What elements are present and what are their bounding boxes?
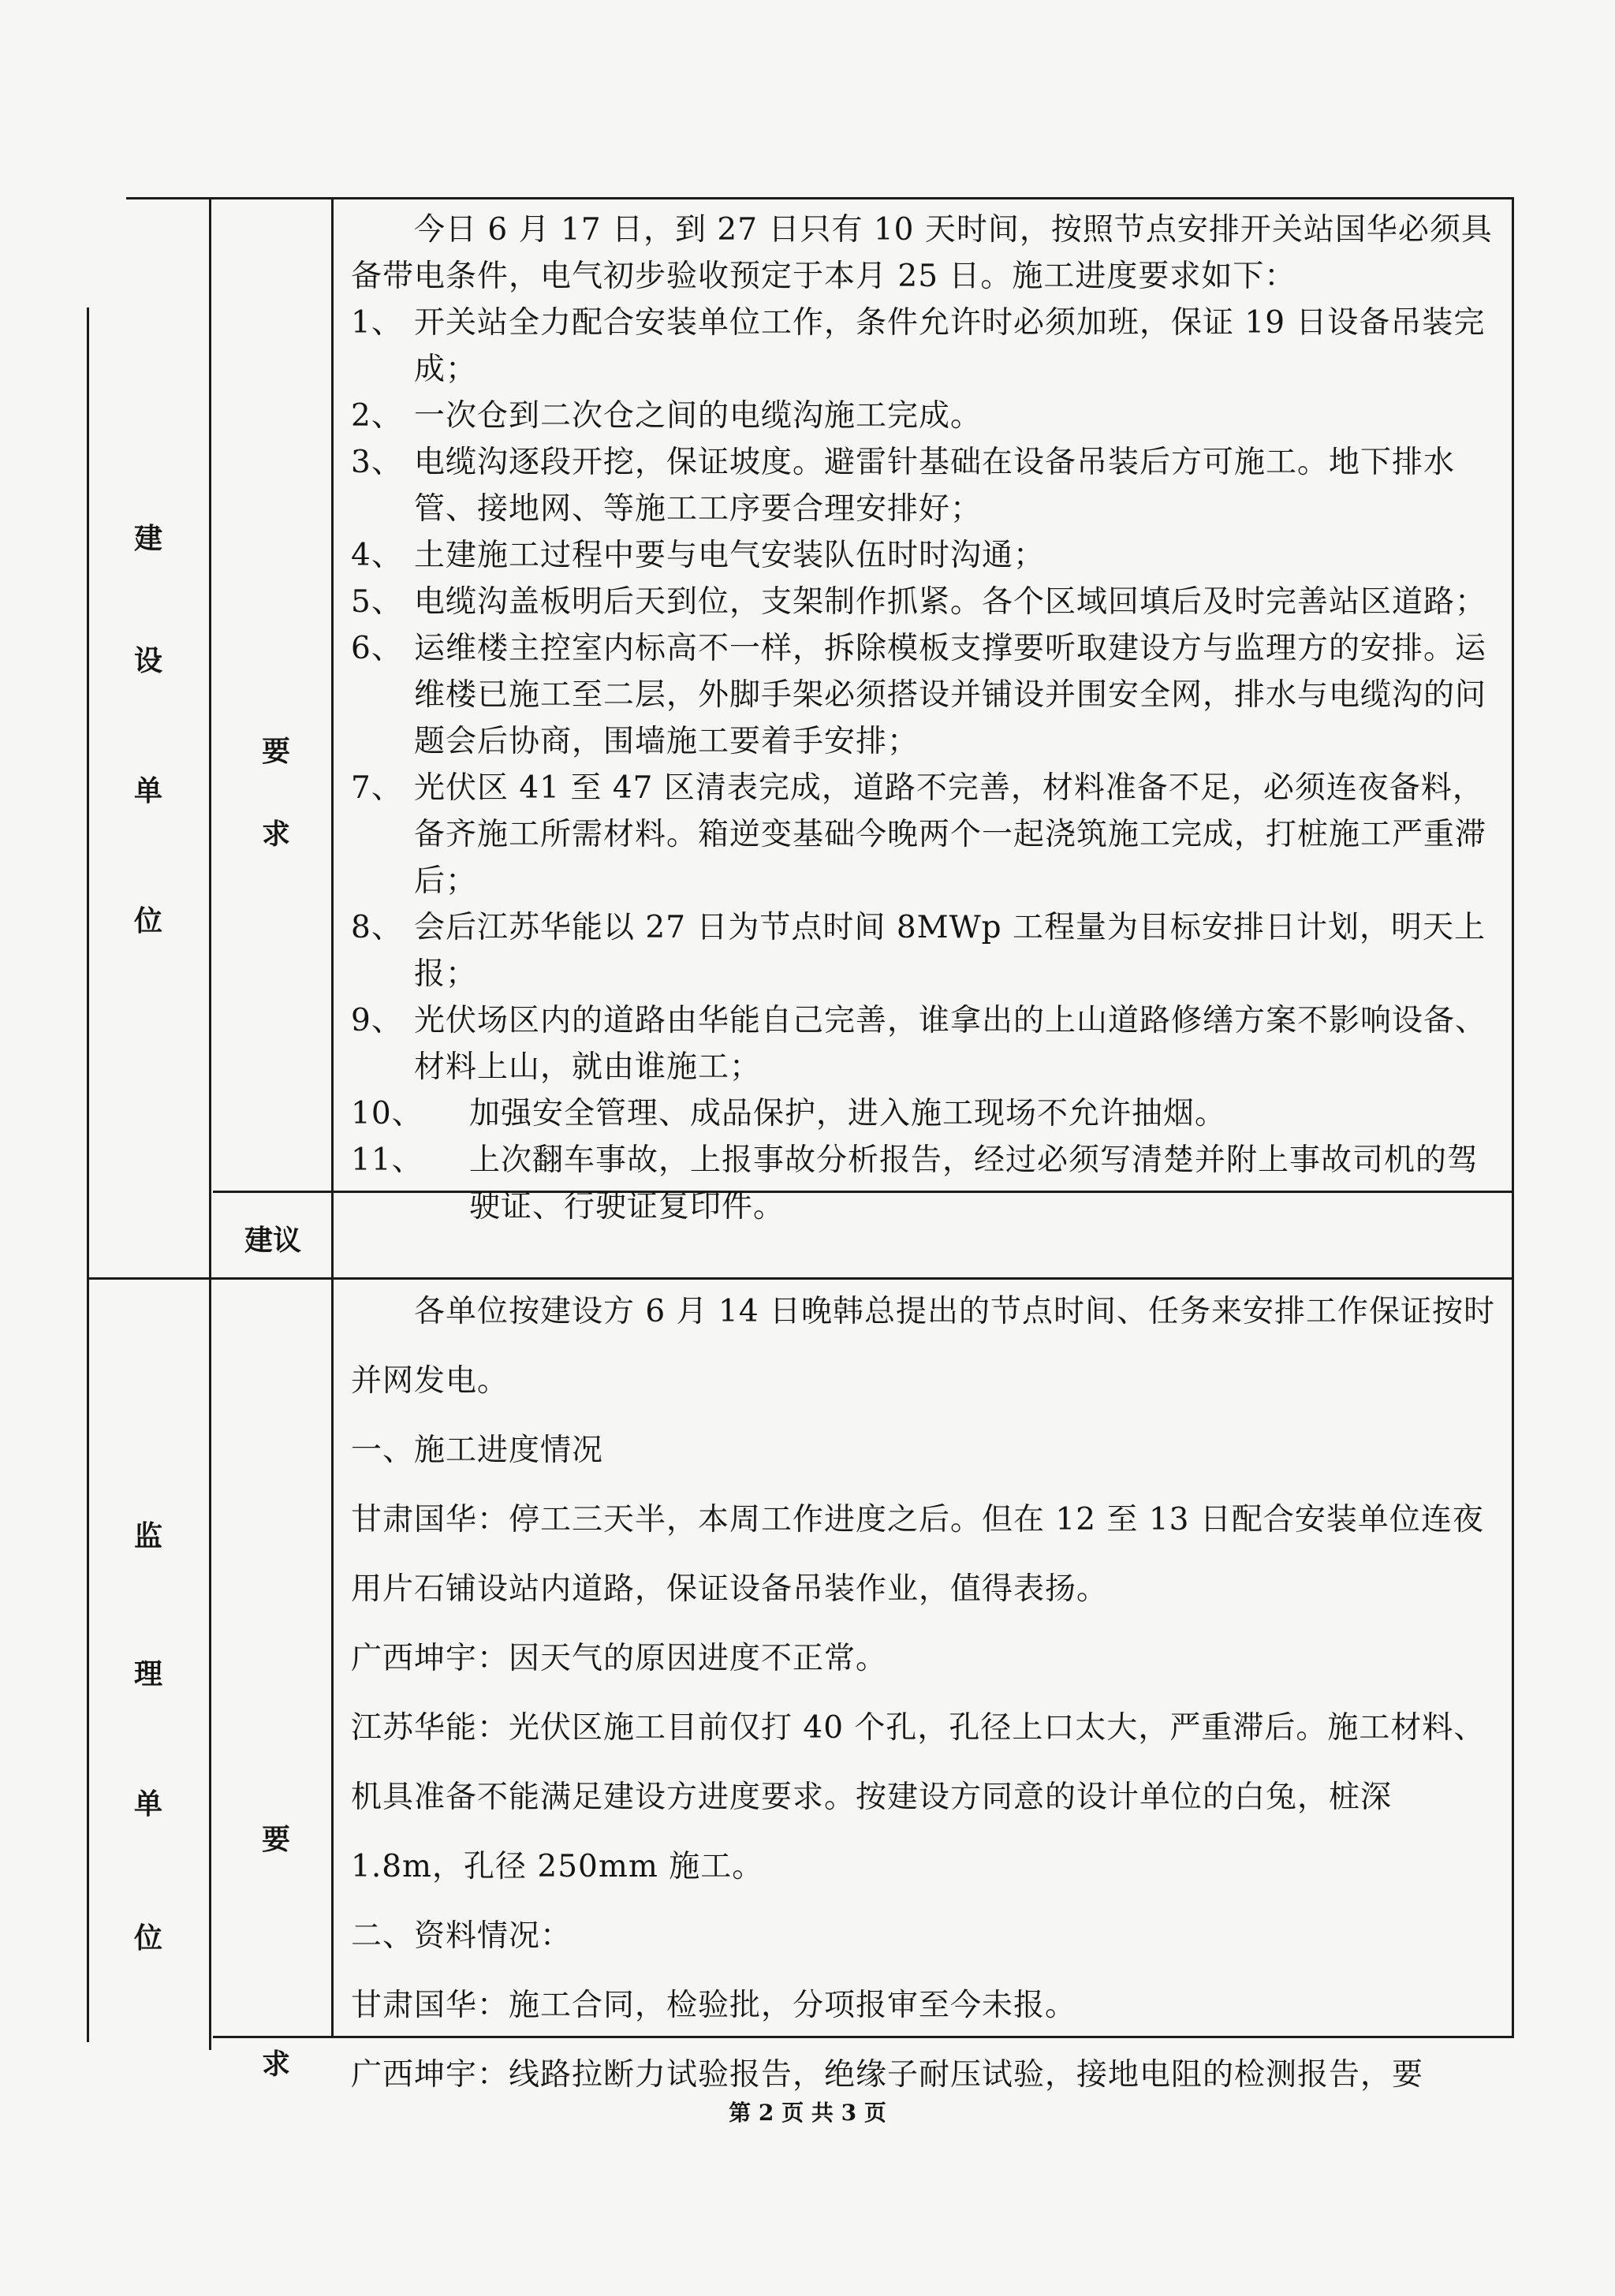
list-item: 7、 光伏区 41 至 47 区清表完成，道路不完善，材料准备不足，必须连夜备料，备齐施工所需材料。箱逆变基础今晚两个一起浇筑施工完成，打桩施工严重滞后；	[351, 770, 1487, 899]
supervision-unit-label-4: 位	[133, 1921, 162, 1955]
construction-requirements	[351, 207, 1502, 1230]
list-item: 10、 加强安全管理、成品保护，进入施工现场不允许抽烟。	[351, 1096, 1227, 1131]
table-left-border	[87, 308, 89, 2042]
requirement-label-1: 要	[261, 735, 290, 768]
progress-heading: 一、施工进度情况	[351, 1433, 604, 1468]
list-item: 1、 开关站全力配合安装单位工作，条件允许时必须加班，保证 19 日设备吊装完成；	[351, 305, 1486, 387]
construction-unit-label-1: 建	[133, 522, 162, 555]
documents-gansu: 甘肃国华：施工合同，检验批，分项报审至今未报。	[351, 1988, 1077, 2023]
supervision-requirement-label-overflow: 求	[261, 2048, 290, 2081]
table-col1-border	[209, 197, 211, 2050]
list-item: 8、 会后江苏华能以 27 日为节点时间 8MWp 工程量为目标安排日计划，明天上报；	[351, 910, 1486, 992]
list-item: 11、 上次翻车事故，上报事故分析报告，经过必须写清楚并附上事故司机的驾驶证、行驶证复印件。	[351, 1142, 1479, 1224]
supervision-unit-label-2: 理	[133, 1657, 162, 1690]
list-item: 3、 电缆沟逐段开挖，保证坡度。避雷针基础在设备吊装后方可施工。地下排水管、接地网、等施工工序要合理安排好；	[351, 445, 1456, 527]
supervision-unit-label-1: 监	[133, 1519, 162, 1552]
supervision-requirement-label: 要	[261, 1823, 290, 1856]
documents-guangxi: 广西坤宇：线路拉断力试验报告，绝缘子耐压试验，接地电阻的检测报告，要	[351, 2057, 1424, 2093]
supervision-requirements	[351, 1277, 1502, 2110]
requirement-label-2: 求	[261, 818, 290, 851]
table-col2-border	[331, 197, 334, 2038]
list-item: 4、 土建施工过程中要与电气安装队伍时时沟通；	[351, 538, 1046, 573]
list-item: 6、 运维楼主控室内标高不一样，拆除模板支撑要听取建设方与监理方的安排。运维楼已施工至二层，外脚手架必须搭设并铺设并围安全网，排水与电缆沟的问题会后协商，围墙施工要着手安排；	[351, 631, 1487, 759]
progress-gansu: 甘肃国华：停工三天半，本周工作进度之后。但在 12 至 13 日配合安装单位连夜用片石铺设站内道路，保证设备吊装作业，值得表扬。	[351, 1502, 1484, 1607]
suggestion-label: 建议	[244, 1224, 302, 1257]
progress-jiangsu: 江苏华能：光伏区施工目前仅打 40 个孔，孔径上口太大，严重滞后。施工材料、机具准备不能满足建设方进度要求。按建设方同意的设计单位的白兔，桩深 1.8m，孔径 250mm 施工。	[351, 1710, 1486, 1884]
page-number: 第 2 页 共 3 页	[729, 2100, 886, 2126]
supervision-intro: 各单位按建设方 6 月 14 日晚韩总提出的节点时间、任务来安排工作保证按时并网发电。	[351, 1294, 1496, 1399]
list-item: 2、 一次仓到二次仓之间的电缆沟施工完成。	[351, 398, 983, 434]
construction-unit-label-3: 单	[133, 774, 162, 807]
supervision-unit-label-3: 单	[133, 1787, 162, 1821]
intro-paragraph: 今日 6 月 17 日，到 27 日只有 10 天时间，按照节点安排开关站国华必须具备带电条件，电气初步验收预定于本月 25 日。施工进度要求如下：	[351, 212, 1493, 294]
table-right-border	[1512, 197, 1514, 2038]
documents-heading: 二、资料情况：	[351, 1918, 573, 1954]
table-top-border	[126, 197, 1514, 199]
construction-unit-label-4: 位	[133, 904, 162, 937]
construction-unit-label-2: 设	[133, 644, 162, 677]
progress-guangxi: 广西坤宇：因天气的原因进度不正常。	[351, 1641, 888, 1676]
list-item: 9、 光伏场区内的道路由华能自己完善，谁拿出的上山道路修缮方案不影响设备、材料上山，就由谁施工；	[351, 1003, 1487, 1085]
list-item: 5、 电缆沟盖板明后天到位，支架制作抓紧。各个区域回填后及时完善站区道路；	[351, 584, 1487, 620]
